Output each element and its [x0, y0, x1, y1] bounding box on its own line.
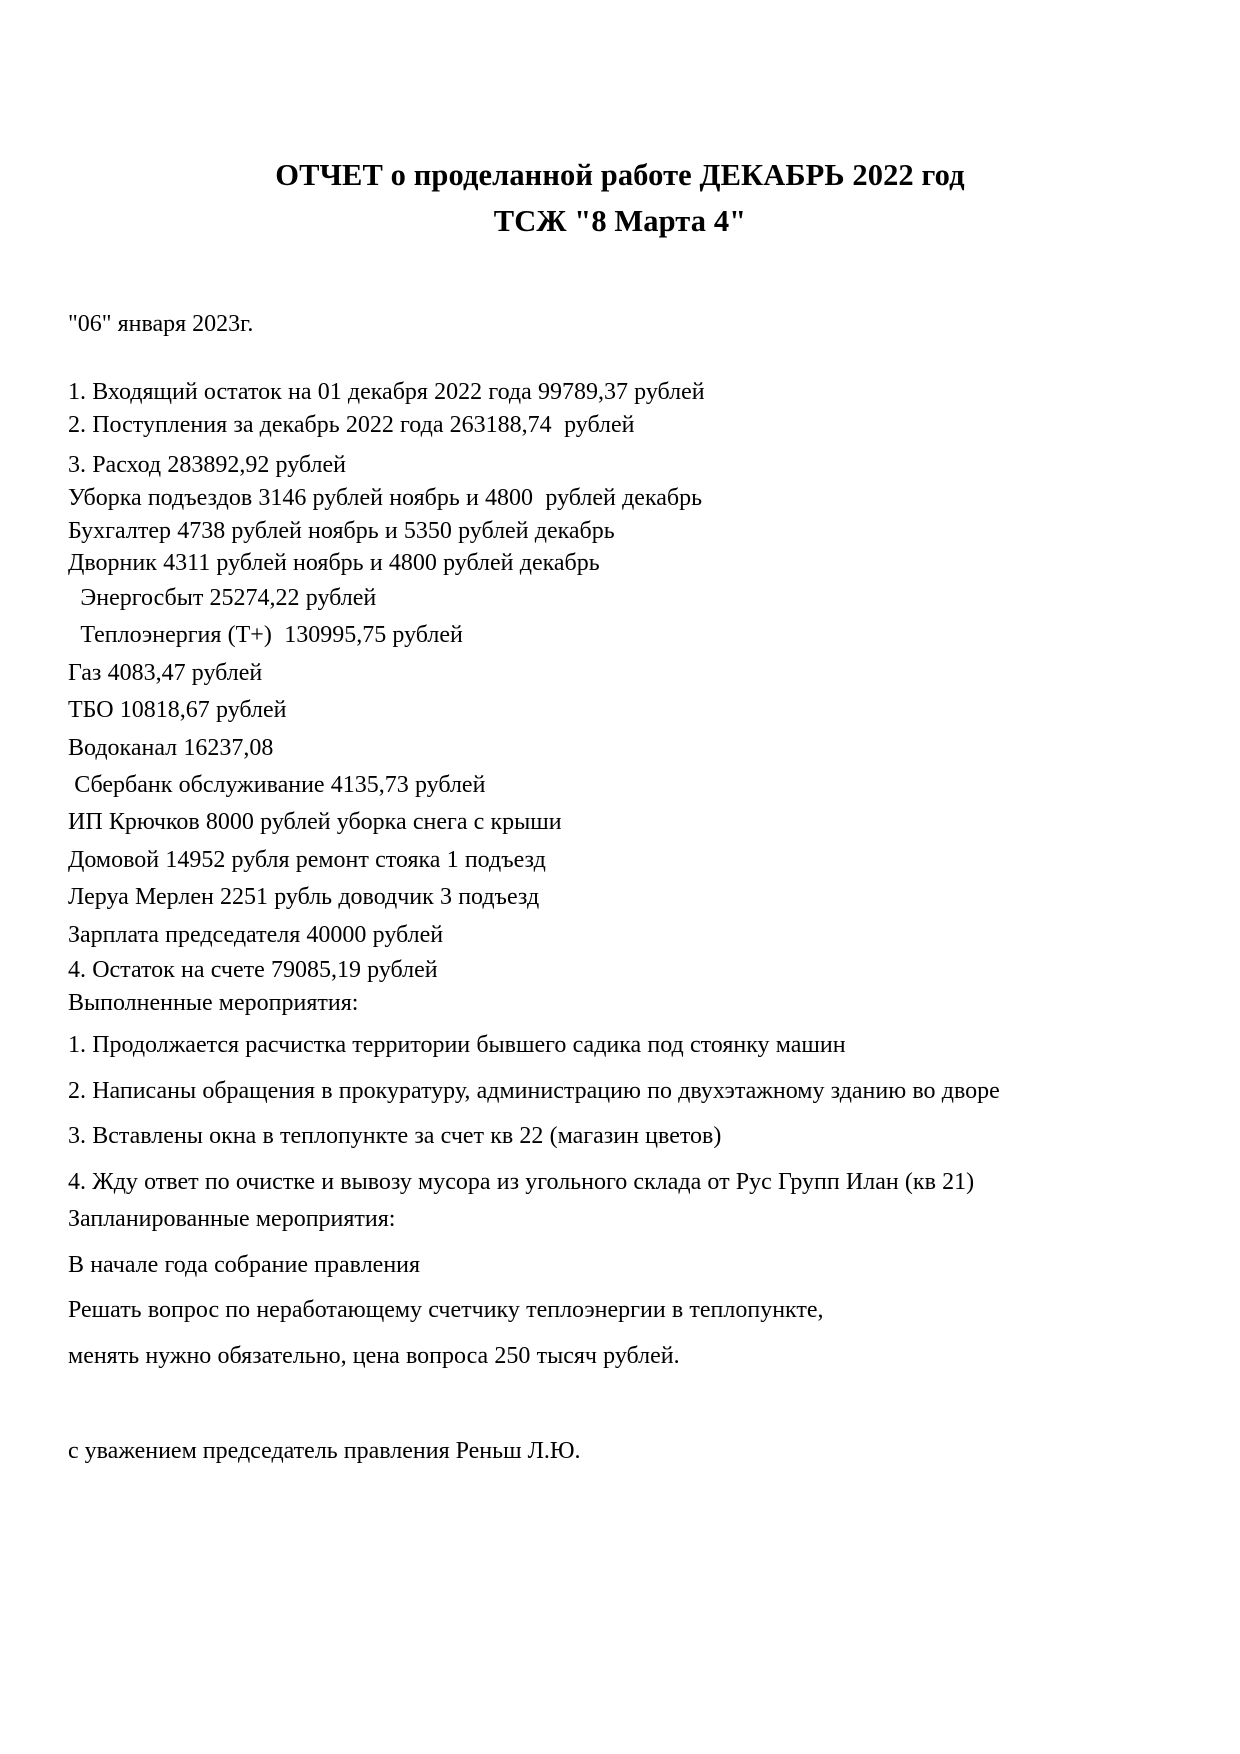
financial-line: ИП Крючков 8000 рублей уборка снега с крыши — [68, 809, 562, 836]
financial-line: ТБО 10818,67 рублей — [68, 697, 287, 724]
planned-item: менять нужно обязательно, цена вопроса 250 тысяч рублей. — [68, 1342, 680, 1369]
financial-line: Зарплата председателя 40000 рублей — [68, 921, 444, 948]
financial-line: 2. Поступления за декабрь 2022 года 263188,74 рублей — [68, 411, 635, 438]
financial-line: Уборка подъездов 3146 рублей ноябрь и 4800 рублей декабрь — [68, 484, 703, 511]
financial-line: 1. Входящий остаток на 01 декабря 2022 года 99789,37 рублей — [68, 379, 705, 406]
planned-item: В начале года собрание правления — [68, 1251, 421, 1278]
planned-heading: Запланированные мероприятия: — [68, 1206, 396, 1233]
financial-summary — [68, 376, 1172, 987]
financial-line: Бухгалтер 4738 рублей ноябрь и 5350 рублей декабрь — [68, 517, 615, 544]
financial-line: 4. Остаток на счете 79085,19 рублей — [68, 957, 438, 984]
completed-item: 1. Продолжается расчистка территории бывшего садика под стоянку машин — [68, 1032, 846, 1059]
title-line-1: ОТЧЕТ о проделанной работе ДЕКАБРЬ 2022 год — [275, 158, 965, 192]
document-title — [68, 152, 1172, 245]
signature-block — [68, 1433, 1172, 1470]
financial-line: Домовой 14952 рубля ремонт стояка 1 подъезд — [68, 846, 546, 873]
financial-line: Леруа Мерлен 2251 рубль доводчик 3 подъезд — [68, 884, 540, 911]
planned-activities — [68, 1201, 1172, 1375]
document-date: "06" января 2023г. — [68, 310, 254, 337]
completed-item: 2. Написаны обращения в прокуратуру, администрацию по двухэтажному зданию во дворе — [68, 1077, 1000, 1104]
completed-item: 4. Жду ответ по очистке и вывозу мусора из угольного склада от Рус Групп Илан (кв 21) — [68, 1168, 975, 1195]
financial-line: Газ 4083,47 рублей — [68, 659, 263, 686]
completed-activities — [68, 987, 1172, 1201]
financial-line: Сбербанк обслуживание 4135,73 рублей — [68, 772, 486, 799]
title-line-2: ТСЖ "8 Марта 4" — [493, 204, 747, 239]
financial-line: Энергосбыт 25274,22 рублей — [68, 584, 377, 611]
financial-line: Водоканал 16237,08 — [68, 734, 274, 761]
completed-heading: Выполненные мероприятия: — [68, 989, 359, 1016]
document-content — [68, 0, 1172, 1470]
financial-line: 3. Расход 283892,92 рублей — [68, 452, 346, 479]
signature-line: с уважением председатель правления Реньш Л.Ю. — [68, 1437, 581, 1464]
completed-item: 3. Вставлены окна в теплопункте за счет кв 22 (магазин цветов) — [68, 1123, 722, 1150]
financial-line: Теплоэнергия (Т+) 130995,75 рублей — [68, 622, 463, 649]
financial-line: Дворник 4311 рублей ноябрь и 4800 рублей декабрь — [68, 550, 600, 577]
planned-item: Решать вопрос по неработающему счетчику теплоэнергии в теплопункте, — [68, 1297, 824, 1324]
